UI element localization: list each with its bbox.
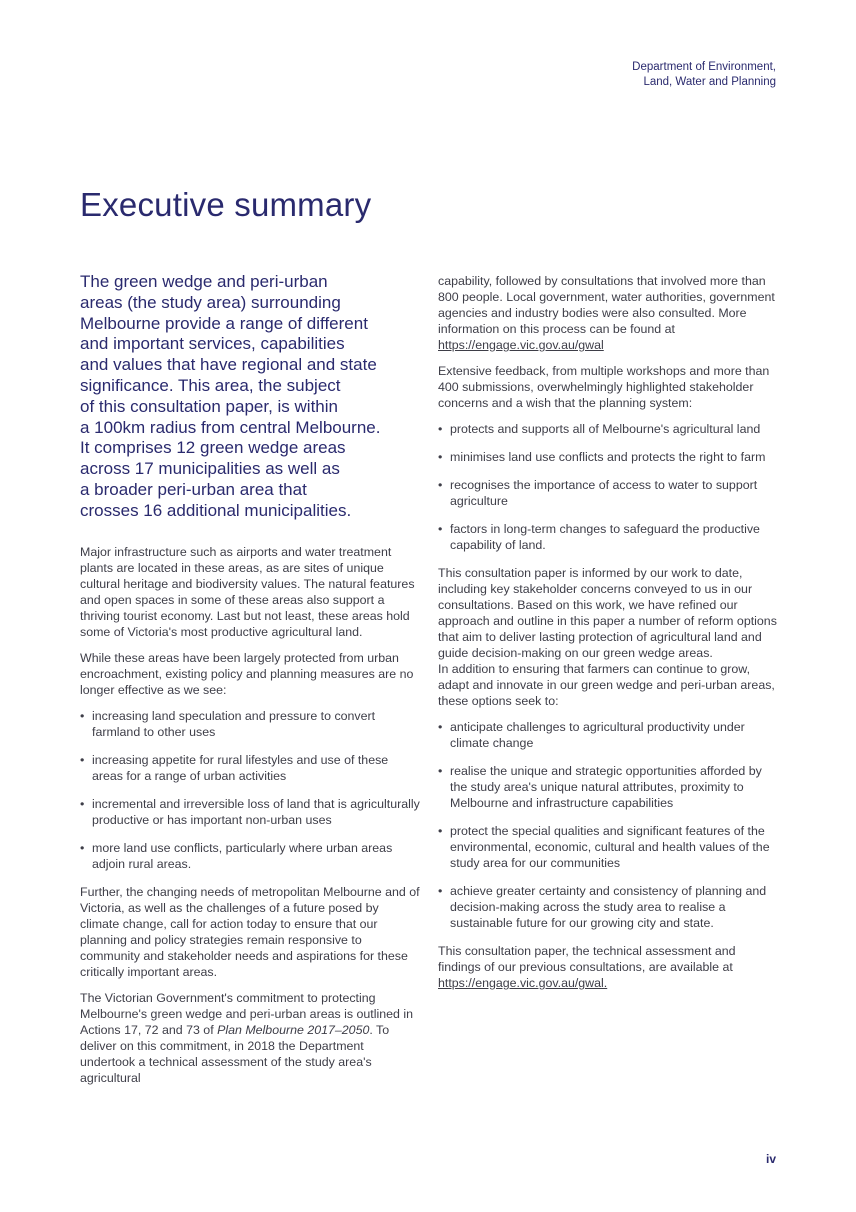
lead-paragraph: [80, 272, 416, 522]
list-item: • realise the unique and strategic opportunities afforded by the study area's unique natural attributes, proximity to Melbourne and infrastructure capabilities: [438, 763, 778, 811]
options-intro-text: In addition to ensuring that farmers can continue to grow, adapt and innovate in our green wedge and peri-urban areas, these options seek to:: [438, 662, 775, 708]
body-paragraph-consultation: [438, 273, 778, 353]
list-item: • increasing appetite for rural lifestyles and use of these areas for a range of urban activities: [80, 752, 420, 784]
informed-text: This consultation paper is informed by our work to date, including key stakeholder concerns conveyed to us in our consultations. Based on this work, we have refined our approach and outline in this paper a number of reform options that aim to deliver lasting protection of agricultural land and guide decision-making on our green wedge areas.: [438, 566, 777, 660]
lead-line: areas (the study area) surrounding: [80, 292, 341, 312]
right-column: [438, 273, 778, 1001]
plan-melbourne-title: Plan Melbourne 2017–2050: [217, 1022, 370, 1037]
body-paragraph-availability: [438, 943, 778, 991]
lead-line: It comprises 12 green wedge areas: [80, 438, 346, 458]
department-header: [456, 60, 776, 90]
list-item: • more land use conflicts, particularly where urban areas adjoin rural areas.: [80, 840, 420, 872]
list-item: • achieve greater certainty and consistency of planning and decision-making across the study area to realise a sustainable future for our growing city and state.: [438, 883, 778, 931]
department-name-line2: Land, Water and Planning: [643, 76, 776, 88]
list-item: • protect the special qualities and significant features of the environmental, economic, cultural and health values of the study area for our communities: [438, 823, 778, 871]
lead-line: across 17 municipalities as well as: [80, 459, 340, 479]
engage-vic-link-2[interactable]: https://engage.vic.gov.au/gwal.: [438, 976, 608, 990]
consultation-text: capability, followed by consultations that involved more than 800 people. Local government, water authorities, government agencies and industry bodies were also consulted. More information on this process can be found at: [438, 274, 775, 336]
engage-vic-link[interactable]: https://engage.vic.gov.au/gwal: [438, 338, 604, 352]
lead-line: crosses 16 additional municipalities.: [80, 500, 352, 520]
lead-line: significance. This area, the subject: [80, 375, 341, 395]
list-item: • incremental and irreversible loss of land that is agriculturally productive or has important non-urban uses: [80, 796, 420, 828]
list-item: • factors in long-term changes to safeguard the productive capability of land.: [438, 521, 778, 553]
threats-list: [80, 708, 420, 872]
lead-line: The green wedge and peri-urban: [80, 272, 328, 291]
list-item: • minimises land use conflicts and protects the right to farm: [438, 449, 778, 465]
list-item: • protects and supports all of Melbourne's agricultural land: [438, 421, 778, 437]
lead-line: of this consultation paper, is within: [80, 396, 338, 416]
lead-line: Melbourne provide a range of different: [80, 313, 368, 333]
list-item: • recognises the importance of access to water to support agriculture: [438, 477, 778, 509]
body-paragraph-protection: While these areas have been largely protected from urban encroachment, existing policy and planning measures are no longer effective as we see:: [80, 650, 414, 697]
body-paragraph-changing-needs: Further, the changing needs of metropolitan Melbourne and of Victoria, as well as the challenges of a future posed by climate change, call for action today to ensure that our planning and policy strategies remain responsive to community and stakeholder needs and aspirations for these critically important areas.: [80, 884, 420, 979]
lead-line: a 100km radius from central Melbourne.: [80, 417, 381, 437]
availability-text: This consultation paper, the technical assessment and findings of our previous consultations, are available at: [438, 944, 736, 974]
lead-line: and values that have regional and state: [80, 355, 377, 375]
commitment-text-start: The Victorian Government's commitment to protecting Melbourne's green wedge and peri-urban areas is outlined in Actions 17, 72 and 73 of: [80, 990, 413, 1037]
body-paragraph-informed: [438, 565, 778, 709]
body-paragraph-commitment: [80, 990, 420, 1086]
body-paragraph-infrastructure: Major infrastructure such as airports and water treatment plants are located in these areas, as are sites of unique cultural heritage and biodiversity values. The natural features and open spaces in some of these areas also support a thriving tourist economy. Last but not least, these areas hold some of Victoria's most productive agricultural land.: [80, 544, 415, 639]
page-number: iv: [765, 1152, 776, 1166]
page-title: Executive summary: [80, 186, 372, 223]
list-item: • anticipate challenges to agricultural productivity under climate change: [438, 719, 778, 751]
list-item: • increasing land speculation and pressure to convert farmland to other uses: [80, 708, 420, 740]
reform-options-list: [438, 719, 778, 931]
body-paragraph-feedback: Extensive feedback, from multiple workshops and more than 400 submissions, overwhelmingly highlighted stakeholder concerns and a wish that the planning system:: [438, 364, 770, 410]
lead-line: a broader peri-urban area that: [80, 479, 307, 499]
department-name-line1: Department of Environment,: [632, 61, 776, 73]
planning-system-wishes-list: [438, 421, 778, 553]
commitment-text-end: . To deliver on this commitment, in 2018 the Department undertook a technical assessment of the study area's agricultural: [80, 1022, 390, 1085]
lead-line: and important services, capabilities: [80, 334, 345, 354]
left-column: [80, 272, 420, 1096]
